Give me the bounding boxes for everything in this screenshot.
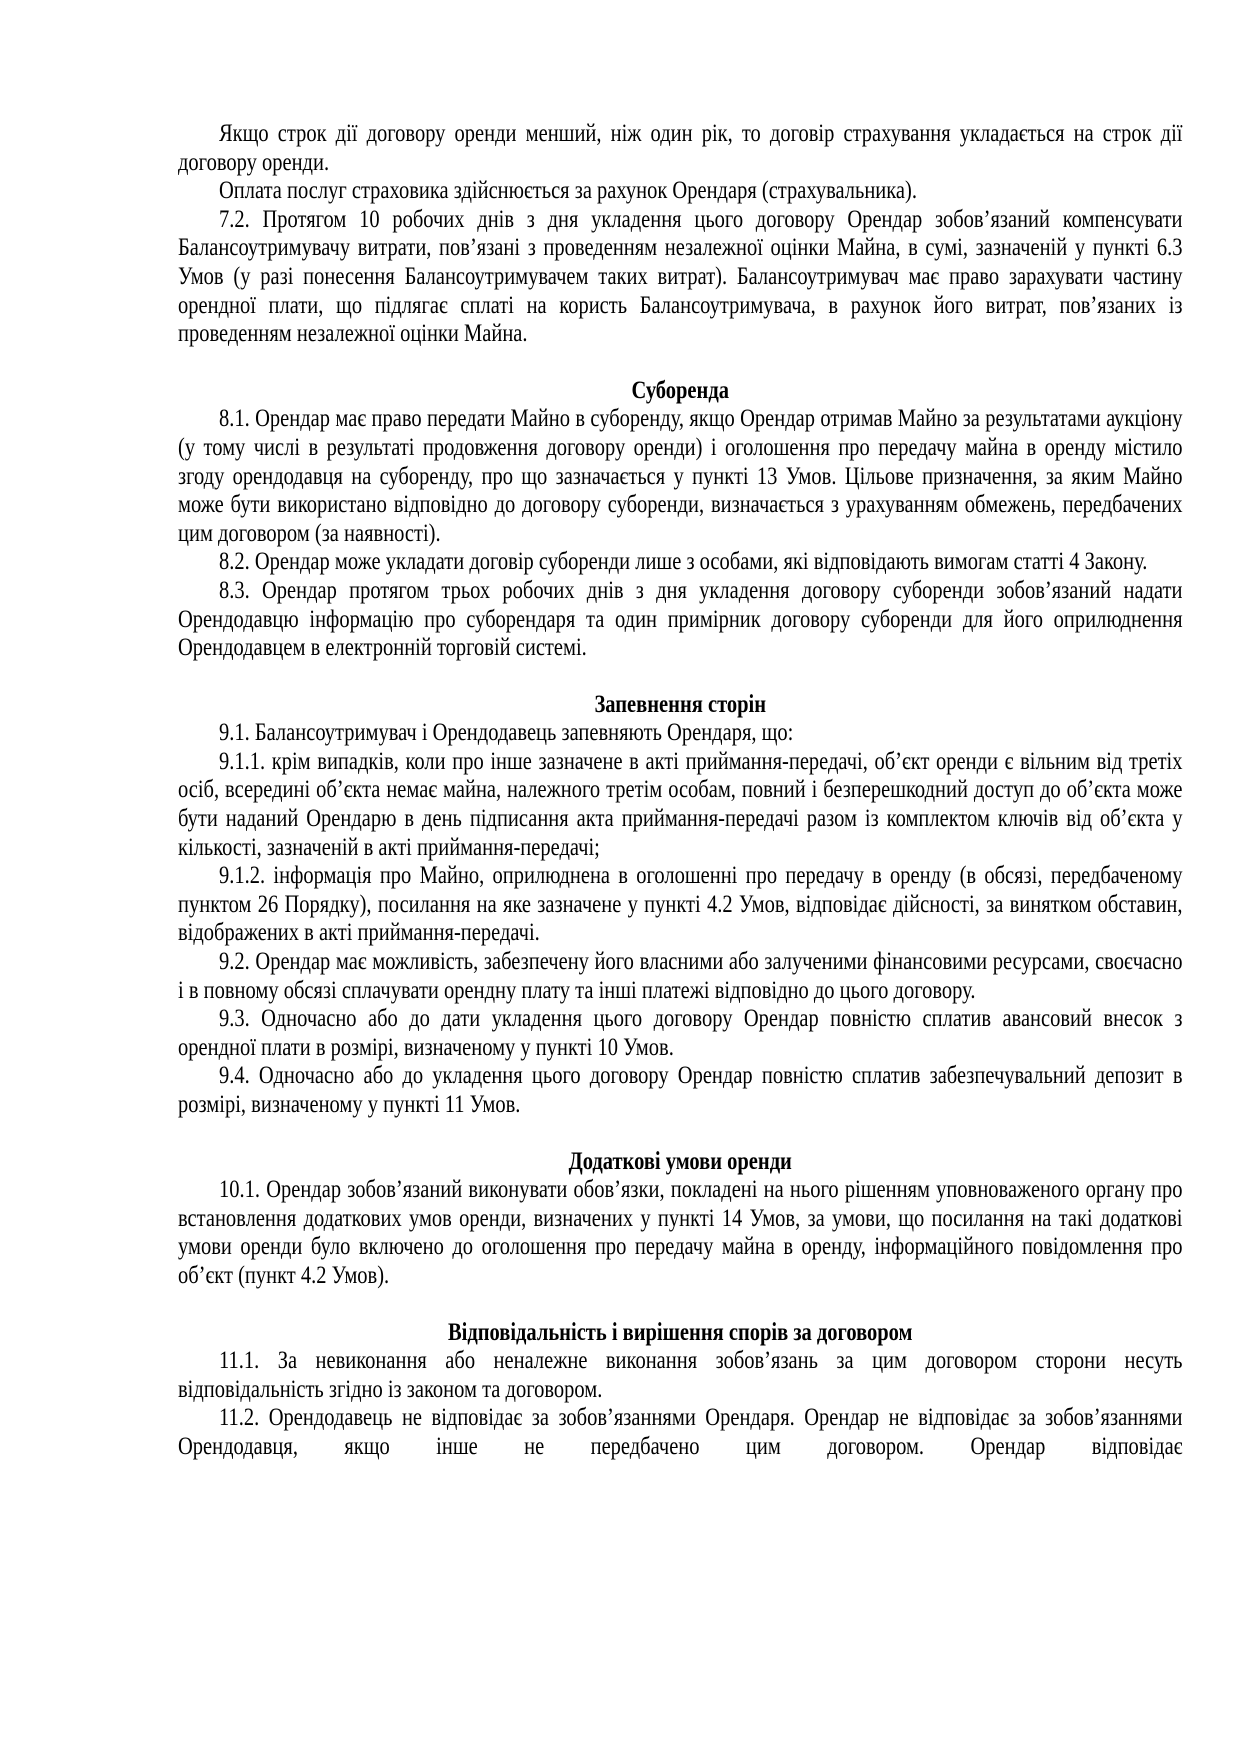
paragraph: 8.2. Орендар може укладати договір суборенди лише з особами, які відповідають вимогам статті 4 Закону. [219, 548, 1148, 576]
section-additional-terms [178, 1148, 1183, 1291]
section-heading: Додаткові умови оренди [568, 1147, 792, 1175]
section-insurance [178, 120, 1183, 349]
paragraph: 9.2. Орендар має можливість, забезпечену його власними або залученими фінансовими ресурсами, своєчасно і в повному обсязі сплачувати орендну плату та інші платежі відповідно до цього договору. [178, 948, 1183, 1004]
section-heading: Відповідальність і вирішення спорів за договором [447, 1318, 913, 1346]
section-assurances [178, 691, 1183, 1120]
section-heading: Запевнення сторін [594, 690, 767, 718]
paragraph: 7.2. Протягом 10 робочих днів з дня укладення цього договору Орендар зобов’язаний компенсувати Балансоутримувачу витрати, пов’язані з проведенням незалежної оцінки Майна, в сумі, зазначеній у пункті 6.3 Умов (у разі понесення Балансоутримувачем таких витрат). Балансоутримувач має право зарахувати частину орендної плати, що підлягає сплаті на користь Балансоутримувача, в рахунок його витрат, пов’язаних із проведенням незалежної оцінки Майна. [178, 205, 1183, 348]
paragraph: Якщо строк дії договору оренди менший, ніж один рік, то договір страхування укладається на строк дії договору оренди. [178, 120, 1183, 176]
section-sublease [178, 377, 1183, 663]
paragraph: 9.1. Балансоутримувач і Орендодавець запевняють Орендаря, що: [219, 719, 794, 747]
paragraph: 8.3. Орендар протягом трьох робочих днів з дня укладення договору суборенди зобов’язаний надати Орендодавцю інформацію про суборендаря та один примірник договору суборенди для його оприлюднення Орендодавцем в електронній торговій системі. [178, 576, 1183, 662]
paragraph: 9.4. Одночасно або до укладення цього договору Орендар повністю сплатив забезпечувальний депозит в розмірі, визначеному у пункті 11 Умов. [178, 1062, 1183, 1118]
paragraph: 10.1. Орендар зобов’язаний виконувати обов’язки, покладені на нього рішенням уповноваженого органу про встановлення додаткових умов оренди, визначених у пункті 14 Умов, за умови, що посилання на такі додаткові умови оренди було включено до оголошення про передачу майна в оренду, інформаційного повідомлення про об’єкт (пункт 4.2 Умов). [178, 1176, 1183, 1289]
section-heading: Суборенда [631, 376, 729, 404]
paragraph: 11.1. За невиконання або неналежне виконання зобов’язань за цим договором сторони несуть відповідальність згідно із законом та договором. [178, 1347, 1183, 1403]
section-liability [178, 1319, 1183, 1462]
paragraph: 9.1.2. інформація про Майно, оприлюднена в оголошенні про передачу в оренду (в обсязі, передбаченому пунктом 26 Порядку), посилання на яке зазначене у пункті 4.2 Умов, відповідає дійсності, за винятком обставин, відображених в акті приймання-передачі. [178, 862, 1183, 947]
paragraph: 9.1.1. крім випадків, коли про інше зазначене в акті приймання-передачі, об’єкт оренди є вільним від третіх осіб, всередині об’єкта немає майна, належного третім особам, повний і безперешкодний доступ до об’єкта може бути наданий Орендарю в день підписання акта приймання-передачі разом із комплектом ключів від об’єкта у кількості, зазначеній в акті приймання-передачі; [178, 747, 1183, 861]
paragraph: 11.2. Орендодавець не відповідає за зобов’язаннями Орендаря. Орендар не відповідає за зобов’язаннями Орендодавця, якщо інше не передбачено цим договором. Орендар відповідає [178, 1404, 1183, 1460]
paragraph: 8.1. Орендар має право передати Майно в суборенду, якщо Орендар отримав Майно за результатами аукціону (у тому числі в результаті продовження договору оренди) і оголошення про передачу майна в оренду містило згоду орендодавця на суборенду, про що зазначається у пункті 13 Умов. Цільове призначення, за яким Майно може бути використано відповідно до договору суборенди, визначається з урахуванням обмежень, передбачених цим договором (за наявності). [178, 405, 1183, 547]
document-page [178, 120, 1183, 1462]
paragraph: Оплата послуг страховика здійснюється за рахунок Орендаря (страхувальника). [219, 177, 917, 205]
paragraph: 9.3. Одночасно або до дати укладення цього договору Орендар повністю сплатив авансовий внесок з орендної плати в розмірі, визначеному у пункті 10 Умов. [178, 1005, 1183, 1061]
